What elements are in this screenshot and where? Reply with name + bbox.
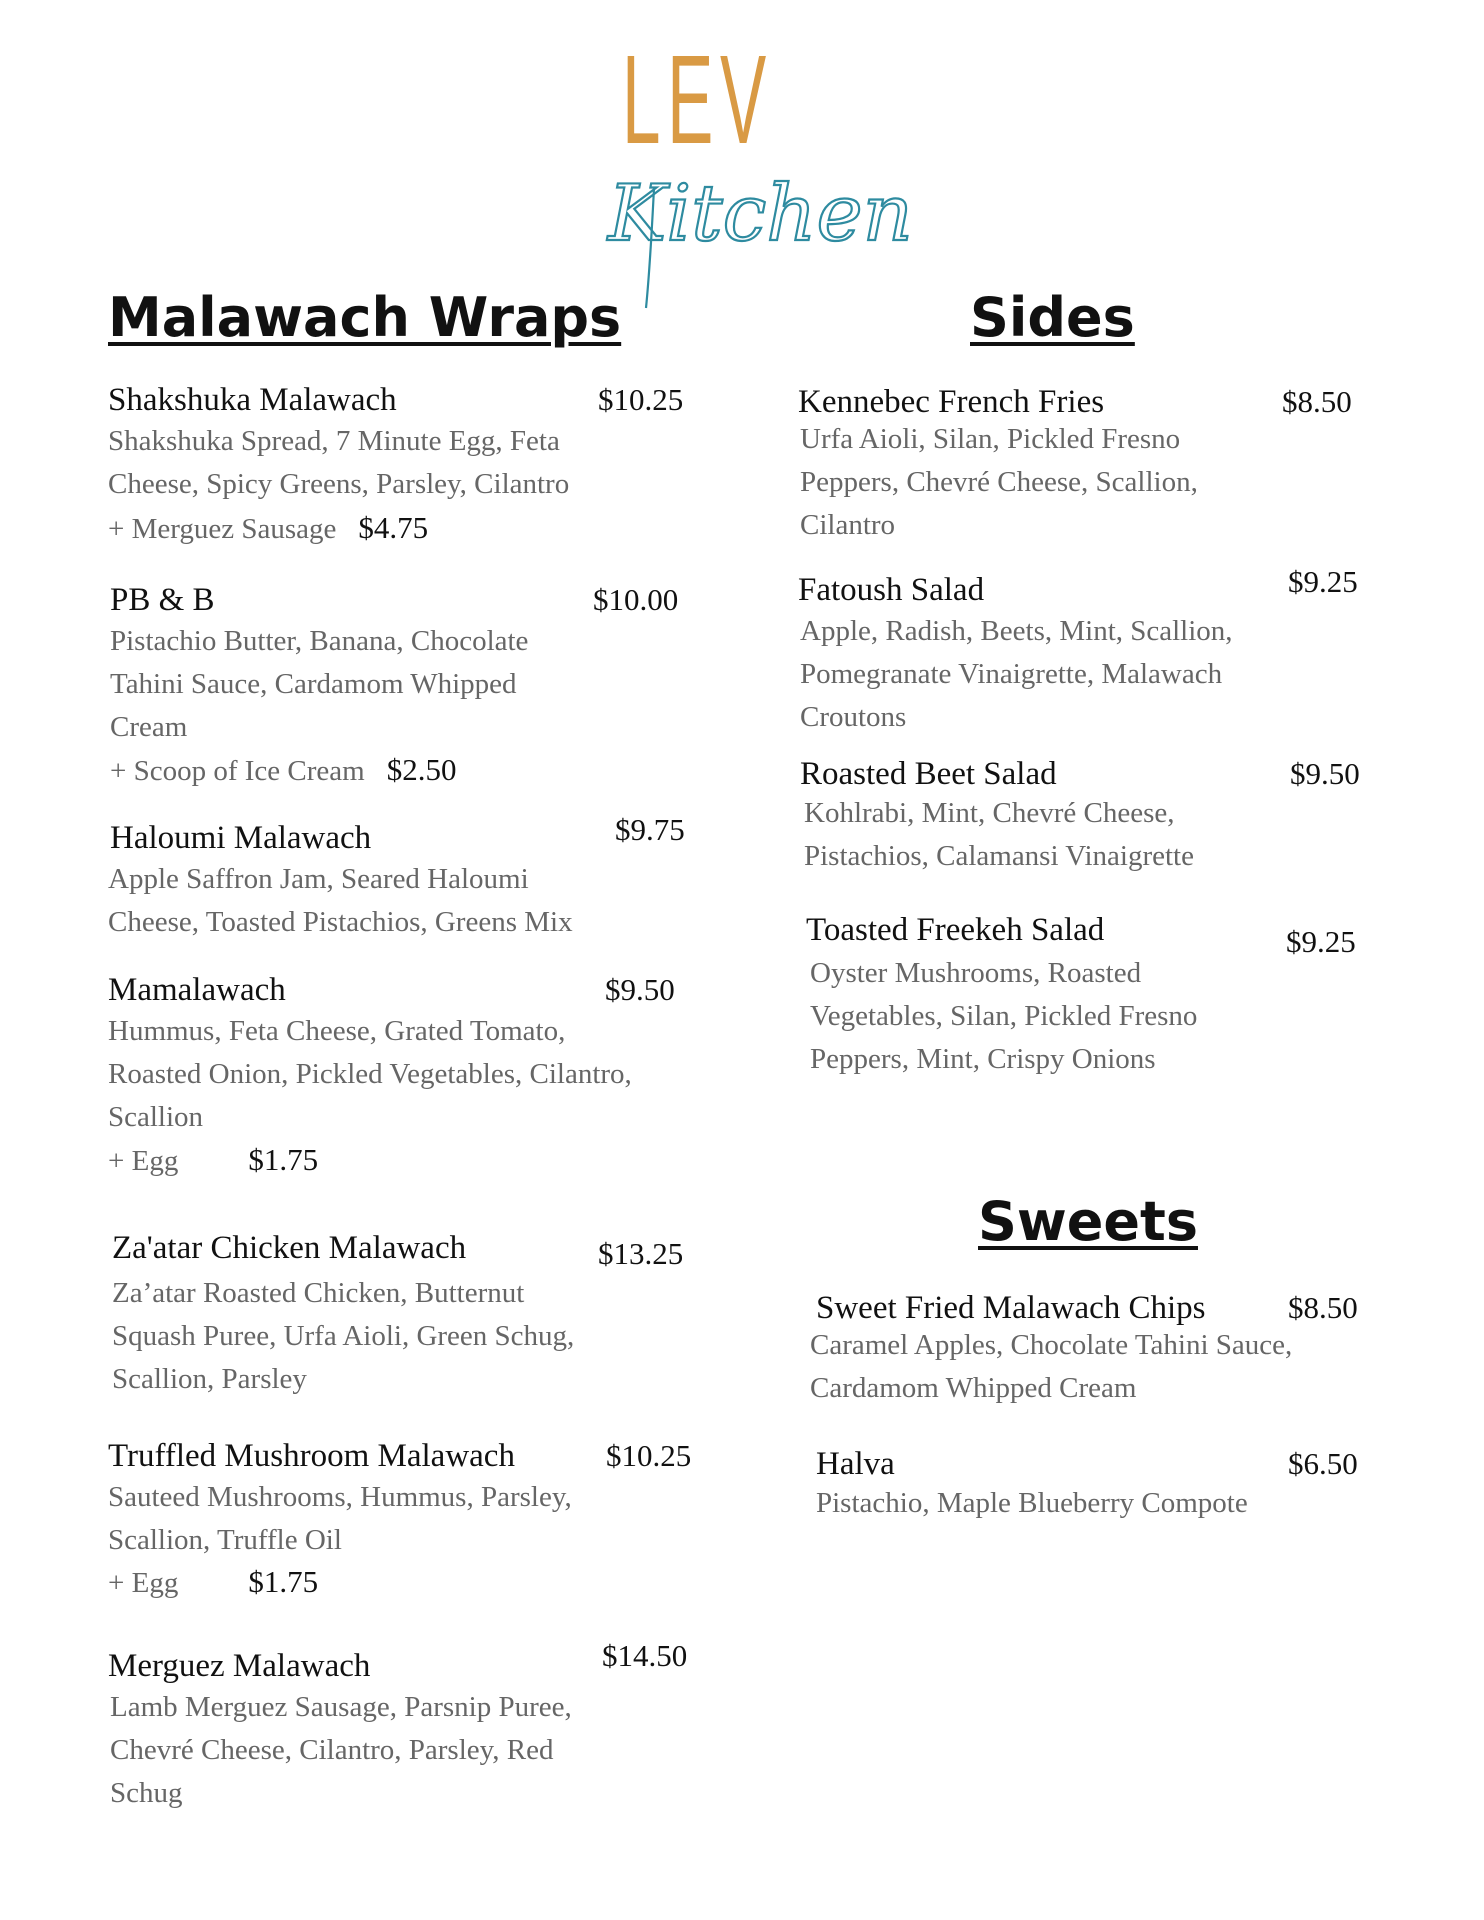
item-price: $9.25 bbox=[1286, 924, 1356, 959]
item-price: $14.50 bbox=[602, 1638, 688, 1673]
item-description bbox=[108, 420, 569, 506]
item-price: $9.25 bbox=[1288, 564, 1358, 599]
desc-line: Pistachio, Maple Blueberry Compote bbox=[816, 1487, 1248, 1519]
desc-line: Kohlrabi, Mint, Chevré Cheese, bbox=[804, 797, 1175, 829]
item-price: $8.50 bbox=[1282, 384, 1352, 419]
desc-line: Tahini Sauce, Cardamom Whipped bbox=[110, 668, 517, 700]
logo-lev-text: LEV bbox=[622, 29, 773, 170]
item-description bbox=[800, 418, 1198, 547]
item-price: $9.75 bbox=[615, 812, 685, 847]
item-price: $9.50 bbox=[605, 972, 675, 1007]
item-description bbox=[112, 1272, 574, 1401]
item-price: $10.25 bbox=[598, 382, 684, 417]
item-name: Merguez Malawach bbox=[108, 1648, 371, 1684]
addon-price: $2.50 bbox=[386, 752, 457, 787]
desc-line: Lamb Merguez Sausage, Parsnip Puree, bbox=[110, 1691, 572, 1723]
item-description bbox=[810, 952, 1197, 1081]
desc-line: Caramel Apples, Chocolate Tahini Sauce, bbox=[810, 1329, 1293, 1361]
desc-line: Scallion, Parsley bbox=[112, 1363, 307, 1395]
item-addon bbox=[108, 508, 428, 549]
item-name: Fatoush Salad bbox=[798, 572, 985, 608]
item-name: Halva bbox=[816, 1446, 895, 1482]
item-name: Roasted Beet Salad bbox=[800, 756, 1057, 792]
item-description bbox=[800, 610, 1233, 739]
desc-line: Za’atar Roasted Chicken, Butternut bbox=[112, 1277, 525, 1309]
addon-price: $4.75 bbox=[358, 510, 429, 545]
desc-line: Cardamom Whipped Cream bbox=[810, 1372, 1137, 1404]
item-description bbox=[810, 1324, 1292, 1410]
addon-price: $1.75 bbox=[248, 1142, 319, 1177]
desc-line: Croutons bbox=[800, 701, 907, 733]
item-name: Mamalawach bbox=[108, 972, 286, 1008]
desc-line: Sauteed Mushrooms, Hummus, Parsley, bbox=[108, 1481, 572, 1513]
item-description bbox=[108, 1476, 572, 1562]
item-name: PB & B bbox=[110, 582, 215, 618]
desc-line: Hummus, Feta Cheese, Grated Tomato, bbox=[108, 1015, 566, 1047]
desc-line: Scallion bbox=[108, 1101, 204, 1133]
desc-line: Scallion, Truffle Oil bbox=[108, 1524, 342, 1556]
desc-line: Chevré Cheese, Cilantro, Parsley, Red bbox=[110, 1734, 554, 1766]
item-name: Truffled Mushroom Malawach bbox=[108, 1438, 515, 1474]
desc-line: Cilantro bbox=[800, 509, 896, 541]
desc-line: Pistachio Butter, Banana, Chocolate bbox=[110, 625, 529, 657]
item-description bbox=[108, 1010, 632, 1139]
item-name: Shakshuka Malawach bbox=[108, 382, 397, 418]
desc-line: Shakshuka Spread, 7 Minute Egg, Feta bbox=[108, 425, 560, 457]
item-name: Sweet Fried Malawach Chips bbox=[816, 1290, 1206, 1326]
item-addon bbox=[108, 1562, 318, 1603]
desc-line: Urfa Aioli, Silan, Pickled Fresno bbox=[800, 423, 1181, 455]
desc-line: Squash Puree, Urfa Aioli, Green Schug, bbox=[112, 1320, 575, 1352]
desc-line: Schug bbox=[110, 1777, 183, 1809]
addon-price: $1.75 bbox=[248, 1564, 319, 1599]
desc-line: Vegetables, Silan, Pickled Fresno bbox=[810, 1000, 1198, 1032]
desc-line: Pistachios, Calamansi Vinaigrette bbox=[804, 840, 1194, 872]
item-price: $9.50 bbox=[1290, 756, 1360, 791]
addon-label: + Scoop of Ice Cream bbox=[110, 755, 365, 787]
addon-label: + Merguez Sausage bbox=[108, 513, 337, 545]
item-price: $10.00 bbox=[593, 582, 679, 617]
item-addon bbox=[110, 750, 456, 791]
logo bbox=[580, 29, 913, 280]
desc-line: Cream bbox=[110, 711, 188, 743]
desc-line: Peppers, Mint, Crispy Onions bbox=[810, 1043, 1156, 1075]
item-price: $8.50 bbox=[1288, 1290, 1358, 1325]
section-title-sweets: Sweets bbox=[978, 1190, 1198, 1253]
desc-line: Cheese, Toasted Pistachios, Greens Mix bbox=[108, 906, 573, 938]
desc-line: Apple Saffron Jam, Seared Haloumi bbox=[108, 863, 529, 895]
item-name: Toasted Freekeh Salad bbox=[806, 912, 1105, 948]
desc-line: Cheese, Spicy Greens, Parsley, Cilantro bbox=[108, 468, 570, 500]
logo-kitchen-script bbox=[602, 158, 913, 318]
item-name: Za'atar Chicken Malawach bbox=[112, 1230, 467, 1266]
section-title-wraps: Malawach Wraps bbox=[108, 286, 622, 349]
svg-text:Kitchen: Kitchen bbox=[608, 169, 913, 259]
item-description bbox=[816, 1482, 1248, 1525]
desc-line: Pomegranate Vinaigrette, Malawach bbox=[800, 658, 1223, 690]
item-description bbox=[108, 858, 573, 944]
desc-line: Oyster Mushrooms, Roasted bbox=[810, 957, 1142, 989]
item-price: $6.50 bbox=[1288, 1446, 1358, 1481]
item-price: $10.25 bbox=[606, 1438, 692, 1473]
desc-line: Apple, Radish, Beets, Mint, Scallion, bbox=[800, 615, 1233, 647]
section-title-sides: Sides bbox=[970, 286, 1135, 349]
item-price: $13.25 bbox=[598, 1236, 684, 1271]
addon-label: + Egg bbox=[108, 1567, 179, 1599]
item-description bbox=[804, 792, 1194, 878]
addon-label: + Egg bbox=[108, 1145, 179, 1177]
item-name: Haloumi Malawach bbox=[110, 820, 372, 856]
item-description bbox=[110, 1686, 572, 1815]
item-description bbox=[110, 620, 528, 749]
item-name: Kennebec French Fries bbox=[798, 384, 1105, 420]
desc-line: Peppers, Chevré Cheese, Scallion, bbox=[800, 466, 1198, 498]
item-addon bbox=[108, 1140, 318, 1181]
desc-line: Roasted Onion, Pickled Vegetables, Cilantro, bbox=[108, 1058, 632, 1090]
